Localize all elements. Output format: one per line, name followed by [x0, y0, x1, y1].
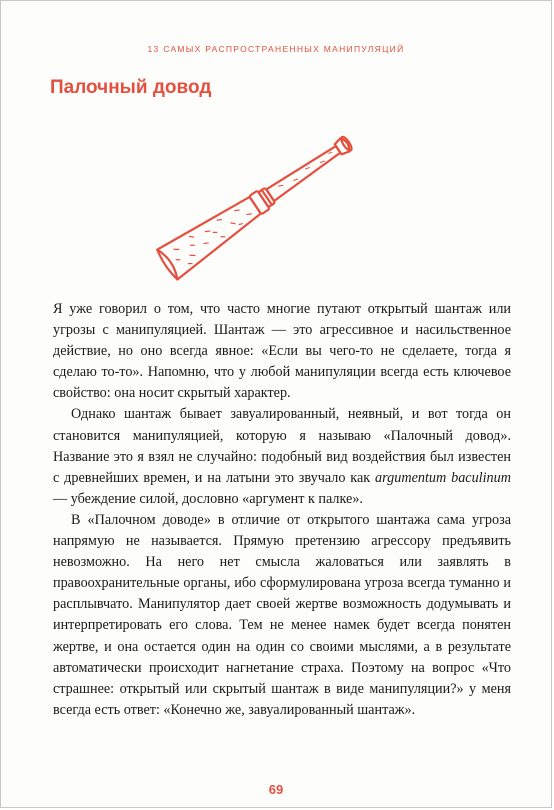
latin-term: argumentum baculinum — [375, 469, 511, 486]
baseball-bat-icon — [141, 113, 391, 283]
paragraph: Я уже говорил о том, что часто многие путают открытый шантаж или угрозы с манипуляцией. Шантаж — это агрессивное и насильственное действие, но оно всегда явное: «Если вы чего-то не сделаете, тогда я сделаю то-то». Напомню, что у любой манипуляции всегда есть ключевое свойство: она носит скрытый характер. — [53, 301, 511, 402]
body-text — [53, 299, 511, 721]
paragraph: В «Палочном доводе» в отличие от открытого шантажа сама угроза напрямую не называется. Прямую претензию агрессору предъявить невозможно. На него нет смысла жаловаться или заявлять в правоохранительные органы, ибо сформулирована угроза всегда туманно и расплывчато. Манипулятор дает своей жертве возможность додумывать и интерпретировать его слова. Тем не менее намек будет всегда понятен жертве, и она остается один на один со своими мыслями, а в результате автоматически происходит нагнетание страха. Поэтому на вопрос «Что страшнее: открытый или скрытый шантаж в виде манипуляции?» у меня всегда есть ответ: «Конечно же, завуалированный шантаж». — [53, 511, 511, 718]
page-number: 69 — [268, 782, 284, 797]
paragraph: Однако шантаж бывает завуалированный, неявный, и вот тогда он становится манипуляцией, которую я называю «Палочный довод». Название это я взял не случайно: подобный вид воздействия был известен с древнейших времен, и на латыни это звучало как argumentum baculinum — убеждение силой, дословно «аргумент к палке». — [53, 406, 511, 507]
running-header: 13 САМЫХ РАСПРОСТРАНЕННЫХ МАНИПУЛЯЦИЙ — [147, 44, 405, 54]
section-title: Палочный довод — [50, 77, 212, 98]
